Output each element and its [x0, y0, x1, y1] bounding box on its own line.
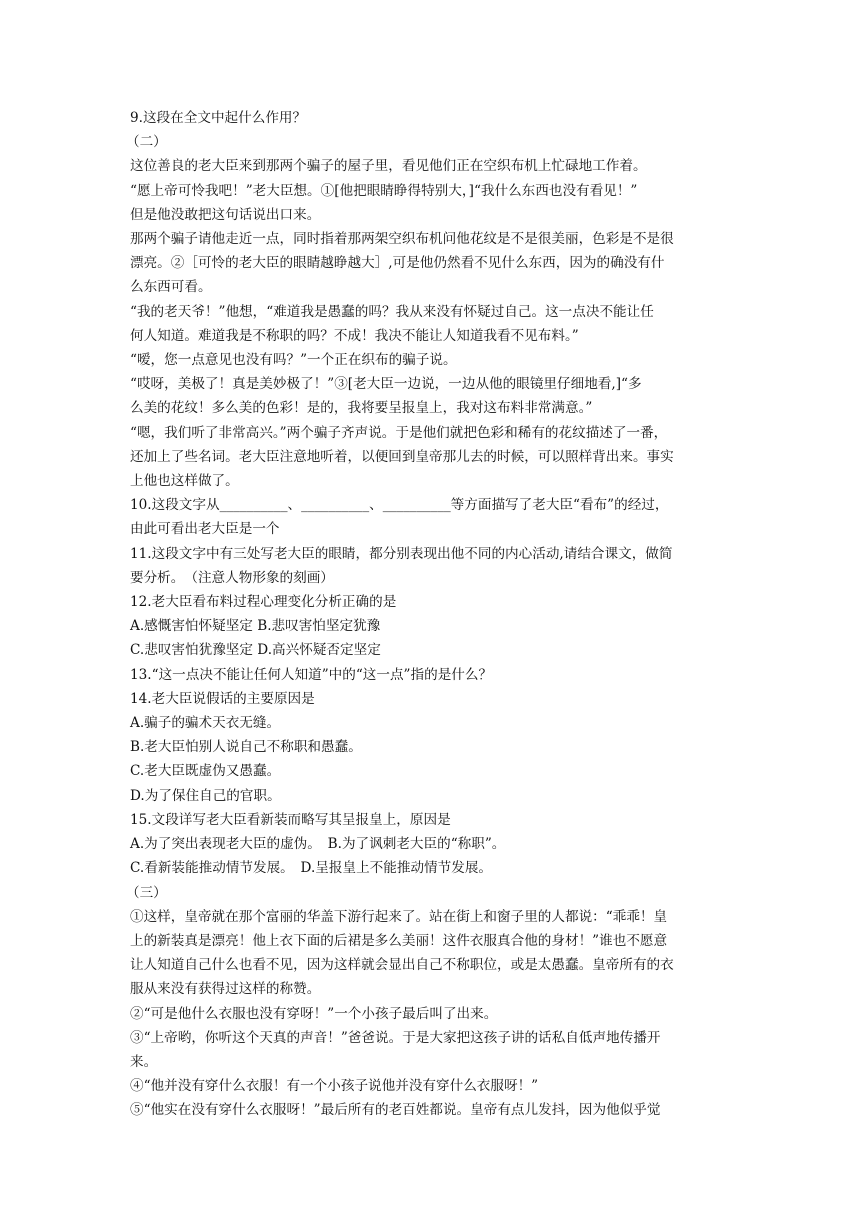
answer-option: A.感慨害怕怀疑坚定 B.悲叹害怕坚定犹豫	[130, 618, 381, 635]
question-9: 9.这段在全文中起什么作用？	[130, 110, 307, 126]
passage-line: 漂亮。②［可怜的老大臣的眼睛越睁越大］,可是他仍然看不见什么东西，因为的确没有什	[130, 255, 665, 272]
question-11: 11.这段文字中有三处写老大臣的眼睛，都分别表现出他不同的内心活动,请结合课文，做简	[130, 545, 673, 562]
passage-line: “我的老天爷！”他想，“难道我是愚蠢的吗？我从来没有怀疑过自己。这一点决不能让任	[130, 303, 654, 320]
answer-option: C.看新装能推动情节发展。 D.呈报皇上不能推动情节发展。	[130, 860, 493, 877]
question-10: 10.这段文字从__________、__________、__________等方面描写了老大臣“看布”的经过，	[130, 497, 669, 514]
answer-option: B.老大臣怕别人说自己不称职和愚蠢。	[130, 739, 362, 756]
question-10-continued: 由此可看出老大臣是一个	[130, 521, 280, 538]
answer-option: C.老大臣既虚伪又愚蠢。	[130, 763, 281, 780]
passage-line: 么美的花纹！多么美的色彩！是的，我将要呈报皇上，我对这布料非常满意。”	[130, 400, 593, 417]
passage-line: ④“他并没有穿什么衣服！有一个小孩子说他并没有穿什么衣服呀！”	[130, 1078, 539, 1095]
answer-option: C.悲叹害怕犹豫坚定 D.高兴怀疑否定坚定	[130, 642, 381, 659]
document-page	[126, 106, 740, 1123]
passage-line: “哎呀，美极了！真是美妙极了！”③[老大臣一边说，一边从他的眼镜里仔细地看,]“多	[130, 376, 642, 393]
passage-line: 还加上了些名词。老大臣注意地听着，以便回到皇帝那儿去的时候，可以照样背出来。事实	[130, 448, 674, 465]
passage-line: ②“可是他什么衣服也没有穿呀！”一个小孩子最后叫了出来。	[130, 1005, 498, 1022]
passage-line: 那两个骗子请他走近一点，同时指着那两架空织布机问他花纹是不是很美丽，色彩是不是很	[130, 231, 674, 248]
passage-line: “嗳，您一点意见也没有吗？”一个正在织布的骗子说。	[130, 352, 457, 369]
question-15: 15.文段详写老大臣看新装而略写其呈报皇上，原因是	[130, 811, 451, 828]
passage-line: ①这样，皇帝就在那个富丽的华盖下游行起来了。站在街上和窗子里的人都说：“乖乖！皇	[130, 908, 668, 925]
passage-line: “愿上帝可怜我吧！”老大臣想。①[他把眼睛睁得特别大，]“我什么东西也没有看见！”	[130, 182, 638, 199]
passage-line: ③“上帝哟，你听这个天真的声音！”爸爸说。于是大家把这孩子讲的话私自低声地传播开	[130, 1029, 661, 1046]
passage-line: “嗯，我们听了非常高兴。”两个骗子齐声说。于是他们就把色彩和稀有的花纹描述了一番，	[130, 424, 668, 441]
passage-line: 么东西可看。	[130, 279, 212, 296]
passage-line: 这位善良的老大臣来到那两个骗子的屋子里，看见他们正在空织布机上忙碌地工作着。	[130, 158, 647, 175]
passage-line: ⑤“他实在没有穿什么衣服呀！”最后所有的老百姓都说。皇帝有点儿发抖，因为他似乎觉	[130, 1102, 661, 1119]
answer-option: D.为了保住自己的官职。	[130, 787, 281, 804]
question-13: 13.“这一点决不能让任何人知道”中的“这一点”指的是什么？	[130, 666, 493, 683]
question-11-continued: 要分析。 （注意人物形象的刻画）	[130, 569, 334, 586]
question-12: 12.老大臣看布料过程心理变化分析正确的是	[130, 594, 397, 611]
section-heading-3: （三）	[126, 884, 167, 901]
passage-line: 来。	[130, 1053, 158, 1070]
answer-option: A.骗子的骗术天衣无缝。	[130, 715, 281, 732]
section-heading-2: （二）	[126, 134, 167, 151]
question-14: 14.老大臣说假话的主要原因是	[130, 690, 315, 707]
passage-line: 但是他没敢把这句话说出口来。	[130, 206, 321, 223]
passage-line: 服从来没有获得过这样的称赞。	[130, 981, 321, 998]
passage-line: 何人知道。难道我是不称职的吗？不成！我决不能让人知道我看不见布料。”	[130, 327, 579, 344]
answer-option: A.为了突出表现老大臣的虚伪。 B.为了讽刺老大臣的“称职”。	[130, 836, 506, 853]
passage-line: 让人知道自己什么也看不见，因为这样就会显出自己不称职位，或是太愚蠢。皇帝所有的衣	[130, 957, 674, 974]
passage-line: 上他也这样做了。	[130, 473, 239, 490]
passage-line: 上的新装真是漂亮！他上衣下面的后裙是多么美丽！这件衣服真合他的身材！”谁也不愿意	[130, 932, 668, 949]
